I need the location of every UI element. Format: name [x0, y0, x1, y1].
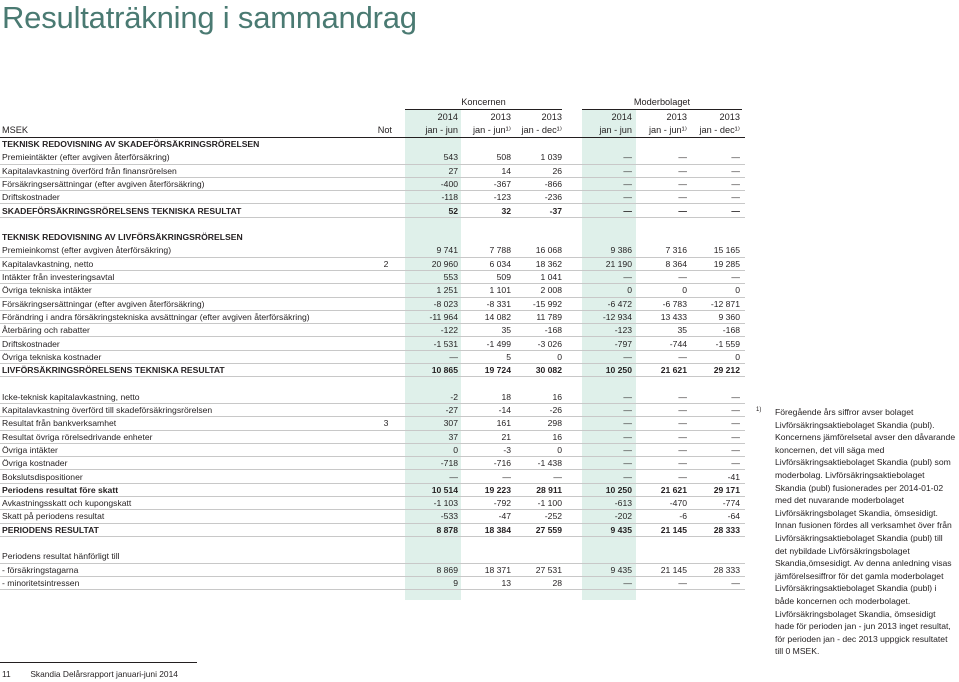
row-label: TEKNISK REDOVISNING AV SKADEFÖRSÄKRINGSRÖRELSEN: [2, 139, 260, 149]
cell-value: 2 008: [540, 285, 562, 296]
cell-value: 27 559: [535, 524, 562, 535]
cell-value: —: [678, 152, 687, 163]
cell-value: -1 438: [537, 458, 562, 469]
cell-value: 9 741: [436, 245, 458, 256]
cell-value: —: [623, 458, 632, 469]
cell-value: 509: [496, 272, 511, 282]
cell-value: —: [678, 178, 687, 189]
cell-value: -122: [440, 325, 458, 336]
cell-value: -14: [498, 405, 511, 415]
cell-value: 18 371: [484, 564, 511, 575]
cell-value: 1 039: [540, 152, 562, 163]
cell-value: -64: [727, 511, 740, 522]
group-underline-koncernen: [405, 109, 562, 110]
cell-value: -202: [614, 511, 632, 522]
table-row: [0, 417, 745, 430]
cell-value: 35: [501, 325, 511, 336]
cell-value: —: [623, 152, 632, 163]
cell-value: —: [678, 192, 687, 203]
table-row: [0, 444, 745, 457]
cell-value: —: [502, 471, 511, 482]
cell-value: —: [678, 577, 687, 588]
column-year-4: 2013: [666, 112, 687, 122]
table-row: [0, 564, 745, 577]
cell-value: 16: [552, 391, 562, 402]
cell-value: -533: [440, 511, 458, 522]
row-label: Kapitalavkastning överförd från finansrörelsen: [2, 165, 177, 176]
cell-value: -1 499: [486, 338, 511, 349]
row-label: Kapitalavkastning, netto: [2, 258, 94, 269]
cell-value: 29 212: [713, 365, 740, 376]
column-period-4: jan - jun¹⁾: [648, 125, 687, 135]
cell-value: 16 068: [535, 245, 562, 256]
table-row: [0, 404, 745, 417]
table-row: [0, 258, 745, 271]
cell-value: 21 145: [660, 524, 687, 535]
row-label: Icke-teknisk kapitalavkastning, netto: [2, 391, 140, 402]
cell-value: -168: [722, 325, 740, 336]
row-label: Övriga tekniska kostnader: [2, 351, 102, 362]
cell-value: 21 190: [605, 258, 632, 269]
cell-value: 10 865: [431, 365, 458, 376]
table-row: [0, 497, 745, 510]
table-row: [0, 178, 745, 191]
cell-value: -123: [614, 325, 632, 336]
cell-value: -37: [549, 205, 562, 216]
row-label: - försäkringstagarna: [2, 564, 79, 575]
cell-value: —: [623, 418, 632, 429]
row-label: Driftskostnader: [2, 338, 60, 349]
row-label: Premieintäkter (efter avgiven återförsäkring): [2, 152, 170, 163]
cell-value: —: [731, 178, 740, 189]
cell-value: 8 878: [436, 524, 458, 535]
table-row: [0, 244, 745, 257]
cell-value: -11 964: [429, 311, 458, 322]
cell-value: -12 871: [710, 298, 740, 309]
cell-value: 0: [735, 285, 740, 296]
table-row: [0, 351, 745, 364]
cell-value: 7 788: [489, 245, 511, 256]
cell-value: 28: [552, 577, 562, 588]
row-label: Övriga tekniska intäkter: [2, 285, 92, 296]
group-header-koncernen: Koncernen: [461, 97, 506, 107]
cell-value: —: [678, 351, 687, 362]
table-row: [0, 391, 745, 404]
cell-value: -1 103: [433, 498, 458, 509]
cell-value: —: [731, 418, 740, 429]
footnote-text: Föregående års siffror avser bolaget Livförsäkringsaktiebolaget Skandia (publ). Koncernens jämförelsetal avser den dåvarande koncernen, det vill säga med Livförsäkringsaktiebolaget Skandia (publ) som moderbolag. Livförsäkringsaktiebolaget Skandia (publ) fusionerades per 2014-01-02 med det nuvarande moderbolaget Livförsäkringsbolaget Skandia, ömsesidigt. Innan fusionen fördes all verksamhet över från Livförsäkringsaktiebolaget Skandia (publ) till det nybildade Livförsäkringsbolaget Skandia,ömsesidigt. Av denna anledning visas jämförelsesiffror för det gamla moderbolaget Livförsäkringsaktiebolaget Skandia (publ) i både koncernen och moderbolaget. Livförsäkringsbolaget Skandia, ömsesidigt hade för perioden jan - jun 2013 inget resultat, för perioden jan - dec 2013 uppgick resultatet till 0 MSEK.: [775, 407, 956, 657]
cell-value: -613: [614, 498, 632, 509]
cell-value: -744: [669, 338, 687, 349]
cell-value: -236: [544, 192, 562, 203]
cell-value: 7 316: [665, 245, 687, 256]
table-row: [0, 191, 745, 204]
cell-value: 508: [496, 152, 511, 163]
cell-value: 9 360: [718, 311, 740, 322]
column-year-3: 2014: [611, 112, 632, 122]
column-header-not: Not: [377, 125, 392, 135]
cell-value: 307: [443, 418, 458, 429]
table-row: [0, 510, 745, 523]
table-row: [0, 457, 745, 470]
cell-value: -26: [549, 405, 562, 415]
total-row: [0, 484, 745, 497]
cell-value: 18 362: [535, 258, 562, 269]
cell-value: 21: [501, 431, 511, 442]
cell-value: -2: [450, 391, 458, 402]
cell-value: 1 251: [436, 285, 458, 296]
cell-value: 13 433: [660, 311, 687, 322]
cell-value: -866: [544, 178, 562, 189]
cell-value: 26: [552, 165, 562, 176]
column-period-0: jan - jun: [425, 125, 458, 135]
cell-value: 9 435: [610, 564, 632, 575]
column-period-1: jan - jun¹⁾: [472, 125, 511, 135]
cell-value: —: [731, 272, 740, 282]
cell-value: —: [731, 192, 740, 203]
table-row: [0, 577, 745, 590]
table-row: [0, 324, 745, 337]
footnote: [756, 406, 956, 658]
cell-value: —: [623, 272, 632, 282]
cell-value: —: [623, 405, 632, 415]
cell-value: 20 960: [431, 258, 458, 269]
cell-value: 21 621: [660, 365, 687, 376]
cell-value: 15 165: [713, 245, 740, 256]
footer-text: Skandia Delårsrapport januari-juni 2014: [30, 669, 178, 679]
cell-value: 6 034: [489, 258, 511, 269]
cell-value: —: [678, 272, 687, 282]
cell-value: 9 435: [610, 524, 632, 535]
cell-value: 35: [677, 325, 687, 336]
table-row: [0, 431, 745, 444]
cell-value: -792: [493, 498, 511, 509]
cell-value: 28 333: [713, 524, 740, 535]
cell-value: —: [731, 391, 740, 402]
group-header-moderbolaget: Moderbolaget: [633, 97, 691, 107]
row-label: Premieinkomst (efter avgiven återförsäkring): [2, 245, 172, 256]
row-label: Kapitalavkastning överförd till skadeförsäkringsrörelsen: [2, 405, 213, 415]
cell-value: —: [623, 391, 632, 402]
table-row: [0, 550, 745, 563]
row-label: Skatt på periodens resultat: [2, 511, 105, 522]
cell-value: —: [678, 444, 687, 455]
total-row: [0, 364, 745, 377]
column-year-0: 2014: [437, 112, 458, 122]
cell-value: —: [731, 405, 740, 415]
cell-value: -367: [493, 178, 511, 189]
cell-value: -8 023: [433, 298, 458, 309]
cell-value: 21 621: [660, 484, 687, 495]
column-year-5: 2013: [719, 112, 740, 122]
row-label: Periodens resultat hänförligt till: [2, 551, 120, 562]
cell-value: -716: [493, 458, 511, 469]
cell-value: -1 531: [433, 338, 458, 349]
cell-value: —: [623, 471, 632, 482]
cell-value: 19 285: [713, 258, 740, 269]
cell-value: —: [449, 471, 458, 482]
cell-value: 21 145: [660, 564, 687, 575]
cell-value: 10 250: [605, 484, 632, 495]
row-label: Periodens resultat före skatt: [2, 484, 119, 495]
cell-value: 0: [557, 351, 562, 362]
cell-value: 1 041: [540, 272, 562, 282]
cell-value: 32: [501, 205, 511, 216]
cell-value: 13: [501, 577, 511, 588]
row-note: 3: [383, 418, 389, 429]
column-year-1: 2013: [490, 112, 511, 122]
cell-value: —: [678, 431, 687, 442]
footer-rule: [0, 662, 197, 663]
section-header-row: [0, 231, 745, 244]
cell-value: -27: [445, 405, 458, 415]
cell-value: —: [623, 351, 632, 362]
cell-value: 11 789: [536, 311, 562, 322]
section-header-row: [0, 138, 745, 151]
page-footer: [2, 669, 178, 679]
cell-value: -400: [440, 178, 458, 189]
cell-value: 10 250: [605, 365, 632, 376]
row-label: LIVFÖRSÄKRINGSRÖRELSENS TEKNISKA RESULTAT: [2, 365, 225, 376]
row-label: Resultat övriga rörelsedrivande enheter: [2, 431, 153, 442]
row-label: Intäkter från investeringsavtal: [2, 272, 115, 282]
cell-value: —: [731, 577, 740, 588]
cell-value: 30 082: [535, 365, 562, 376]
cell-value: 37: [448, 431, 458, 442]
cell-value: 543: [443, 152, 458, 163]
cell-value: -1 559: [715, 338, 740, 349]
cell-value: —: [678, 391, 687, 402]
cell-value: -718: [440, 458, 458, 469]
row-label: Resultat från bankverksamhet: [2, 418, 117, 429]
cell-value: 0: [557, 444, 562, 455]
row-label: PERIODENS RESULTAT: [2, 524, 99, 535]
cell-value: 14: [501, 165, 511, 176]
cell-value: —: [623, 165, 632, 176]
cell-value: -123: [493, 192, 511, 203]
row-label: Övriga intäkter: [2, 444, 58, 455]
cell-value: —: [678, 205, 687, 216]
cell-value: 1 101: [489, 285, 511, 296]
cell-value: 0: [682, 285, 687, 296]
column-period-2: jan - dec¹⁾: [521, 125, 562, 135]
cell-value: —: [623, 178, 632, 189]
cell-value: 52: [448, 205, 458, 216]
cell-value: -41: [727, 471, 740, 482]
cell-value: -470: [669, 498, 687, 509]
cell-value: 19 223: [484, 484, 511, 495]
total-row: [0, 205, 745, 218]
cell-value: —: [678, 458, 687, 469]
cell-value: 9: [453, 577, 458, 588]
cell-value: —: [731, 458, 740, 469]
cell-value: -3: [503, 444, 511, 455]
cell-value: 27: [448, 165, 458, 176]
cell-value: 9 386: [610, 245, 632, 256]
cell-value: —: [731, 165, 740, 176]
row-label: - minoritetsintressen: [2, 577, 80, 588]
cell-value: —: [623, 444, 632, 455]
footnote-marker: 1): [756, 407, 762, 413]
cell-value: -797: [614, 338, 632, 349]
table-row: [0, 338, 745, 351]
row-label: Försäkringsersättningar (efter avgiven återförsäkring): [2, 298, 205, 309]
cell-value: —: [553, 471, 562, 482]
row-label: Återbäring och rabatter: [2, 325, 90, 336]
cell-value: -168: [544, 325, 562, 336]
table-row: [0, 298, 745, 311]
cell-value: —: [678, 165, 687, 176]
table-row: [0, 311, 745, 324]
row-label: TEKNISK REDOVISNING AV LIVFÖRSÄKRINGSRÖRELSEN: [2, 232, 243, 243]
table-row: [0, 165, 745, 178]
table-row: [0, 271, 745, 284]
table-row: [0, 471, 745, 484]
row-label: Övriga kostnader: [2, 458, 68, 469]
cell-value: -47: [498, 511, 511, 522]
cell-value: —: [731, 431, 740, 442]
cell-value: 8 869: [436, 564, 458, 575]
total-row: [0, 524, 745, 537]
column-year-2: 2013: [541, 112, 562, 122]
cell-value: -6: [679, 511, 687, 522]
cell-value: 298: [547, 418, 562, 429]
page-number: 11: [2, 669, 11, 679]
cell-value: 0: [627, 285, 632, 296]
cell-value: 27 531: [535, 564, 562, 575]
row-label: Försäkringsersättningar (efter avgiven återförsäkring): [2, 178, 205, 189]
row-label: SKADEFÖRSÄKRINGSRÖRELSENS TEKNISKA RESULTAT: [2, 205, 242, 216]
row-label: Bokslutsdispositioner: [2, 471, 83, 482]
cell-value: —: [449, 351, 458, 362]
cell-value: 14 082: [484, 311, 511, 322]
row-note: 2: [383, 258, 389, 269]
cell-value: —: [731, 444, 740, 455]
cell-value: -15 992: [532, 298, 562, 309]
cell-value: 8 364: [665, 258, 687, 269]
column-period-3: jan - jun: [599, 125, 632, 135]
cell-value: —: [623, 431, 632, 442]
cell-value: 5: [506, 351, 511, 362]
cell-value: -12 934: [602, 311, 632, 322]
cell-value: 28 911: [536, 484, 562, 495]
cell-value: —: [678, 418, 687, 429]
cell-value: -252: [544, 511, 562, 522]
group-underline-moderbolaget: [582, 109, 742, 110]
cell-value: -774: [722, 498, 740, 509]
cell-value: 18 384: [484, 524, 511, 535]
column-header-msek: MSEK: [2, 125, 29, 135]
table-row: [0, 151, 745, 164]
cell-value: 19 724: [484, 365, 511, 376]
cell-value: 10 514: [431, 484, 458, 495]
cell-value: 0: [453, 444, 458, 455]
cell-value: 29 171: [713, 484, 740, 495]
cell-value: -6 472: [607, 298, 632, 309]
cell-value: -6 783: [662, 298, 687, 309]
cell-value: 18: [501, 391, 511, 402]
cell-value: -1 100: [537, 498, 562, 509]
cell-value: 16: [552, 431, 562, 442]
cell-value: -8 331: [486, 298, 511, 309]
cell-value: —: [678, 405, 687, 415]
cell-value: -3 026: [537, 338, 562, 349]
cell-value: 553: [443, 272, 458, 282]
cell-value: —: [731, 205, 740, 216]
cell-value: 28 333: [713, 564, 740, 575]
cell-value: —: [678, 471, 687, 482]
cell-value: 161: [496, 418, 511, 429]
row-label: Driftskostnader: [2, 192, 60, 203]
row-label: Avkastningsskatt och kupongskatt: [2, 498, 132, 509]
table-row: [0, 284, 745, 297]
column-period-5: jan - dec¹⁾: [699, 125, 740, 135]
row-label: Förändring i andra försäkringstekniska avsättningar (efter avgiven återförsäkring): [2, 311, 310, 322]
cell-value: —: [623, 577, 632, 588]
cell-value: -118: [441, 192, 458, 203]
cell-value: 0: [735, 351, 740, 362]
page-title: Resultaträkning i sammandrag: [2, 0, 417, 35]
cell-value: —: [731, 152, 740, 163]
cell-value: —: [623, 192, 632, 203]
cell-value: —: [623, 205, 632, 216]
